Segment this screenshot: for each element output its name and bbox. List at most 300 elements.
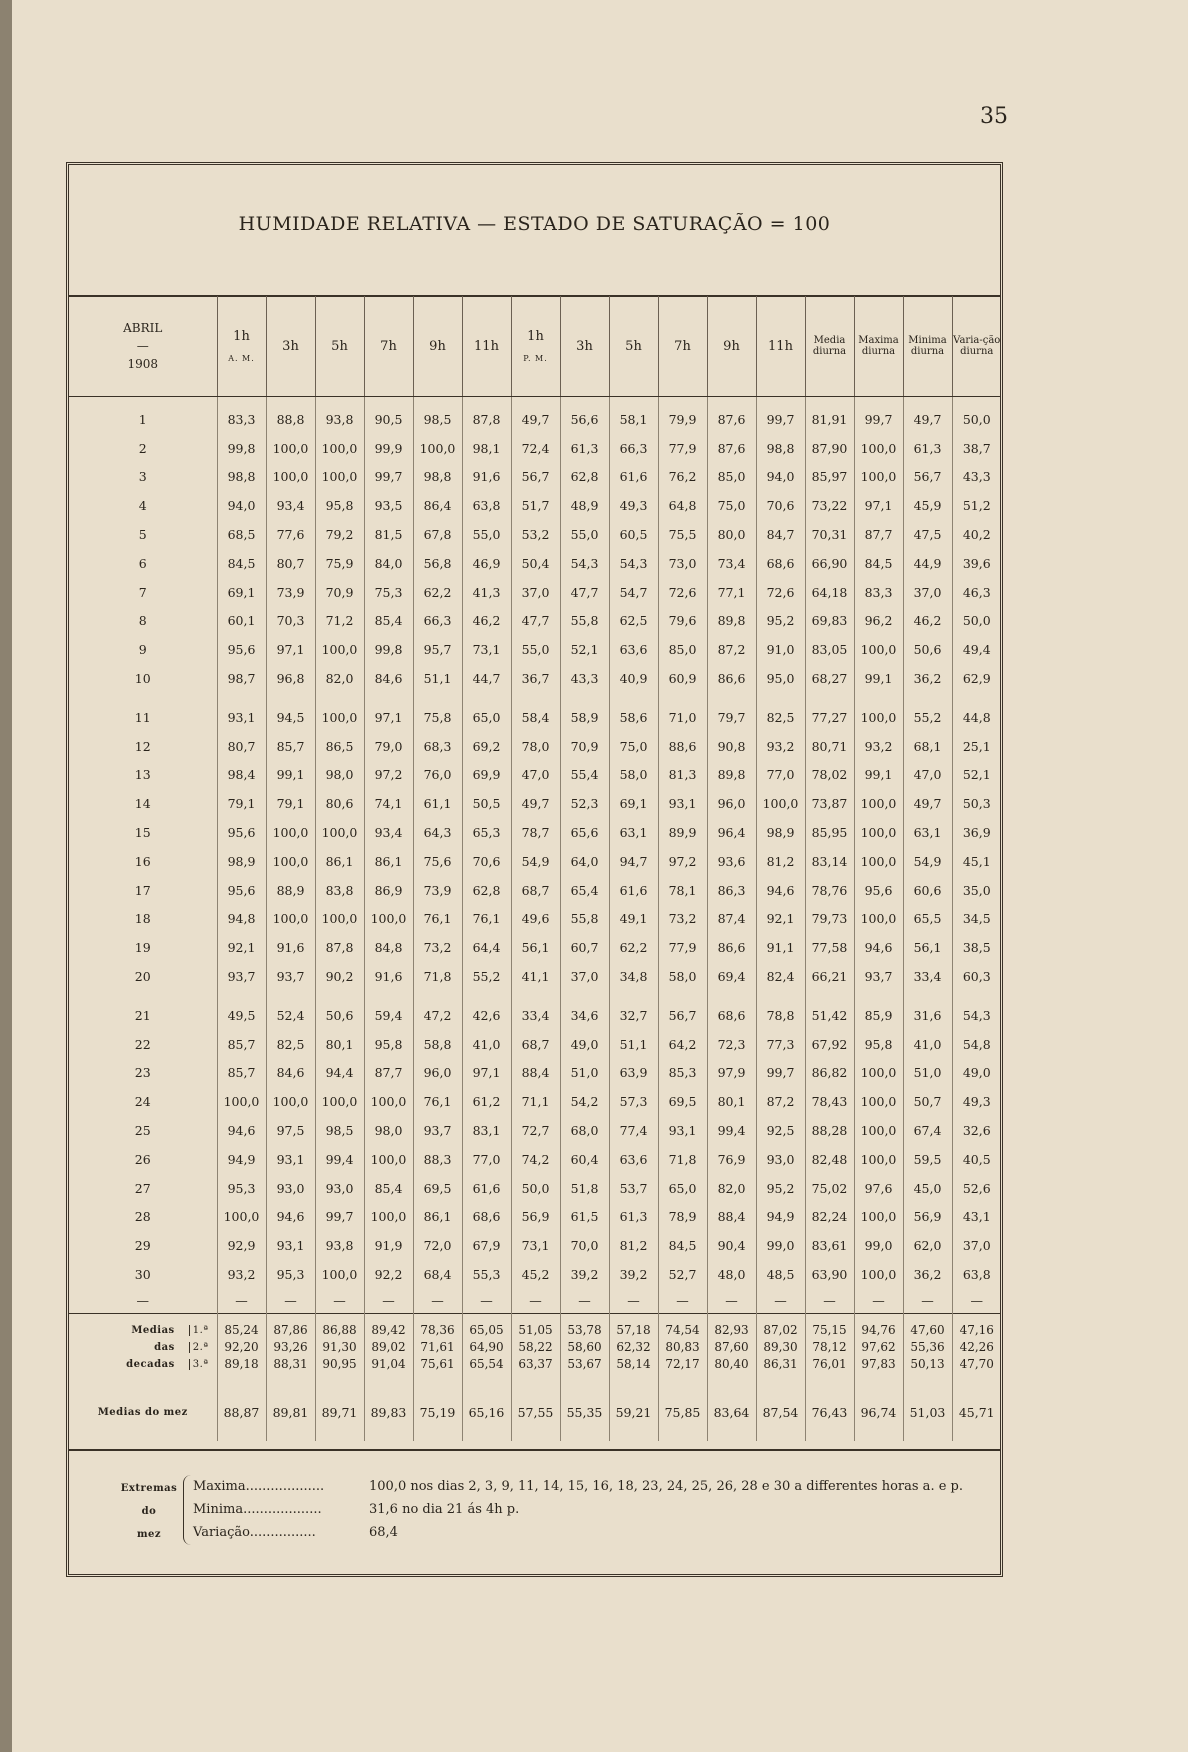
table-cell: 61,3 <box>903 434 952 463</box>
table-cell: 100,0 <box>854 789 903 818</box>
table-cell: 88,28 <box>805 1116 854 1145</box>
table-cell: 85,0 <box>658 635 707 664</box>
extreme-variacao: Variação................ 68,4 <box>193 1525 398 1540</box>
table-cell: 100,0 <box>266 463 315 492</box>
table-cell: 100,0 <box>413 434 462 463</box>
table-row <box>69 962 1001 991</box>
decade-cell: 65,54 <box>462 1356 511 1373</box>
decade-cell: 75,15 <box>805 1313 854 1339</box>
dash-cell: — <box>217 1289 266 1314</box>
table-cell: 88,3 <box>413 1145 462 1174</box>
table-cell: 68,0 <box>560 1116 609 1145</box>
table-cell: 83,61 <box>805 1231 854 1260</box>
table-cell: 100,0 <box>854 1059 903 1088</box>
table-cell: 100,0 <box>315 693 364 732</box>
table-cell: 56,7 <box>658 991 707 1030</box>
table-cell: 98,4 <box>217 761 266 790</box>
table-cell: 71,1 <box>511 1087 560 1116</box>
decade-label-text: decadas <box>126 1358 175 1370</box>
table-cell: 47,0 <box>511 761 560 790</box>
table-cell: 86,1 <box>413 1203 462 1232</box>
decade-cell: 92,20 <box>217 1339 266 1356</box>
table-cell: 99,0 <box>854 1231 903 1260</box>
table-cell: 76,9 <box>707 1145 756 1174</box>
table-cell: 98,0 <box>315 761 364 790</box>
table-cell: 81,5 <box>364 520 413 549</box>
decade-cell: 58,22 <box>511 1339 560 1356</box>
table-cell: 39,2 <box>609 1260 658 1289</box>
month-means-cell: 75,19 <box>413 1373 462 1441</box>
table-cell: 76,2 <box>658 463 707 492</box>
table-cell: 64,0 <box>560 847 609 876</box>
table-cell: 98,5 <box>315 1116 364 1145</box>
table-cell: 49,0 <box>560 1030 609 1059</box>
table-row <box>69 397 1001 434</box>
table-cell: 87,8 <box>462 397 511 434</box>
table-cell: 37,0 <box>952 1231 1001 1260</box>
table-cell: 65,0 <box>462 693 511 732</box>
table-cell: 61,6 <box>609 463 658 492</box>
table-cell: 92,9 <box>217 1231 266 1260</box>
table-cell: 43,3 <box>560 664 609 693</box>
table-cell: 49,6 <box>511 905 560 934</box>
table-cell: 61,6 <box>462 1174 511 1203</box>
table-cell: 80,7 <box>266 549 315 578</box>
table-cell: 49,7 <box>511 789 560 818</box>
table-cell: 53,7 <box>609 1174 658 1203</box>
decade-row <box>69 1339 1001 1356</box>
table-cell: 36,9 <box>952 818 1001 847</box>
table-cell: 62,5 <box>609 607 658 636</box>
table-cell: 87,2 <box>756 1087 805 1116</box>
table-cell: 65,4 <box>560 876 609 905</box>
month-means-cell: 76,43 <box>805 1373 854 1441</box>
table-cell: 76,1 <box>462 905 511 934</box>
table-cell: 84,0 <box>364 549 413 578</box>
table-cell: 64,4 <box>462 933 511 962</box>
table-cell: 100,0 <box>315 463 364 492</box>
table-cell: 60,9 <box>658 664 707 693</box>
table-cell: 52,7 <box>658 1260 707 1289</box>
table-cell: 58,4 <box>511 693 560 732</box>
table-cell: 100,0 <box>854 434 903 463</box>
table-cell: 93,1 <box>658 789 707 818</box>
table-cell: 70,9 <box>315 578 364 607</box>
table-cell: 38,7 <box>952 434 1001 463</box>
table-cell: 96,0 <box>413 1059 462 1088</box>
table-cell: 71,2 <box>315 607 364 636</box>
table-cell: 97,6 <box>854 1174 903 1203</box>
table-cell: 40,5 <box>952 1145 1001 1174</box>
table-cell: 70,0 <box>560 1231 609 1260</box>
month-means-cell: 57,55 <box>511 1373 560 1441</box>
table-cell: 86,82 <box>805 1059 854 1088</box>
table-cell: 75,02 <box>805 1174 854 1203</box>
table-cell: 49,4 <box>952 635 1001 664</box>
decade-cell: 87,60 <box>707 1339 756 1356</box>
table-cell: 55,4 <box>560 761 609 790</box>
table-cell: 95,3 <box>217 1174 266 1203</box>
table-cell: 97,1 <box>462 1059 511 1088</box>
table-cell: 56,7 <box>903 463 952 492</box>
table-cell: 86,1 <box>364 847 413 876</box>
table-cell: 77,3 <box>756 1030 805 1059</box>
table-cell: 52,1 <box>952 761 1001 790</box>
table-cell: 61,6 <box>609 876 658 905</box>
table-cell: 34,5 <box>952 905 1001 934</box>
table-cell: 100,0 <box>854 1116 903 1145</box>
table-cell: 100,0 <box>217 1087 266 1116</box>
table-cell: 69,9 <box>462 761 511 790</box>
dash-cell: — <box>756 1289 805 1314</box>
table-cell: 54,7 <box>609 578 658 607</box>
table-cell: 78,76 <box>805 876 854 905</box>
table-cell: 77,27 <box>805 693 854 732</box>
table-cell: 47,7 <box>511 607 560 636</box>
table-cell: 97,1 <box>854 491 903 520</box>
table-cell: 68,4 <box>413 1260 462 1289</box>
day-number: 12 <box>134 738 151 754</box>
table-cell: 98,5 <box>413 397 462 434</box>
table-cell: 100,0 <box>854 818 903 847</box>
extreme-maxima: Maxima................... 100,0 nos dias 2, 3, 9, 11, 14, 15, 16, 18, 23, 24, 25, 26, 28 e 30 a differentes horas a. e p. <box>193 1479 963 1494</box>
table-cell: 46,3 <box>952 578 1001 607</box>
table-cell: 93,0 <box>315 1174 364 1203</box>
table-row <box>69 1116 1001 1145</box>
table-cell: 75,6 <box>413 847 462 876</box>
day-number: 27 <box>134 1180 151 1196</box>
table-cell: 87,7 <box>364 1059 413 1088</box>
table-cell: 100,0 <box>854 463 903 492</box>
dash-cell: — <box>266 1289 315 1314</box>
header-variacao: Varia-ção diurna <box>952 296 1001 397</box>
table-cell: 44,8 <box>952 693 1001 732</box>
table-cell: 93,2 <box>217 1260 266 1289</box>
table-cell: 91,6 <box>266 933 315 962</box>
table-cell: 100,0 <box>364 1203 413 1232</box>
day-number: 22 <box>134 1036 151 1052</box>
table-cell: 62,8 <box>462 876 511 905</box>
table-cell: 93,1 <box>658 1116 707 1145</box>
table-cell: 71,8 <box>658 1145 707 1174</box>
decade-cell: 86,88 <box>315 1313 364 1339</box>
table-cell: 43,1 <box>952 1203 1001 1232</box>
decade-cell: 47,70 <box>952 1356 1001 1373</box>
decade-cell: 91,04 <box>364 1356 413 1373</box>
table-cell: 76,0 <box>413 761 462 790</box>
table-cell: 79,1 <box>266 789 315 818</box>
header-hour: 7h <box>364 296 413 397</box>
table-cell: 75,0 <box>707 491 756 520</box>
decade-cell: 80,83 <box>658 1339 707 1356</box>
table-cell: 73,9 <box>413 876 462 905</box>
decade-row <box>69 1313 1001 1339</box>
table-cell: 70,3 <box>266 607 315 636</box>
table-cell: 55,0 <box>560 520 609 549</box>
table-cell: 37,0 <box>903 578 952 607</box>
table-cell: 90,5 <box>364 397 413 434</box>
table-cell: 72,6 <box>756 578 805 607</box>
page-number: 35 <box>980 104 1008 129</box>
table-row <box>69 1260 1001 1289</box>
table-cell: 72,3 <box>707 1030 756 1059</box>
table-row <box>69 520 1001 549</box>
table-cell: 40,9 <box>609 664 658 693</box>
table-row <box>69 693 1001 732</box>
table-cell: 93,7 <box>854 962 903 991</box>
decade-cell: 89,02 <box>364 1339 413 1356</box>
table-row <box>69 789 1001 818</box>
dash-row <box>69 1289 1001 1314</box>
month-means-cell: 51,03 <box>903 1373 952 1441</box>
table-cell: 84,7 <box>756 520 805 549</box>
table-cell: 38,5 <box>952 933 1001 962</box>
table-cell: 51,8 <box>560 1174 609 1203</box>
table-cell: 100,0 <box>266 1087 315 1116</box>
table-row <box>69 818 1001 847</box>
table-cell: 25,1 <box>952 732 1001 761</box>
table-cell: 99,8 <box>364 635 413 664</box>
table-cell: 93,5 <box>364 491 413 520</box>
table-cell: 61,3 <box>609 1203 658 1232</box>
header-hour: 7h <box>658 296 707 397</box>
table-cell: 75,3 <box>364 578 413 607</box>
table-cell: 66,3 <box>609 434 658 463</box>
table-cell: 33,4 <box>511 991 560 1030</box>
page-edge <box>0 0 12 1752</box>
table-cell: 87,2 <box>707 635 756 664</box>
day-number: 18 <box>134 911 151 927</box>
month-means-cell: 89,81 <box>266 1373 315 1441</box>
table-row <box>69 1203 1001 1232</box>
table-cell: 50,6 <box>315 991 364 1030</box>
table-cell: 79,7 <box>707 693 756 732</box>
table-cell: 95,6 <box>217 635 266 664</box>
decade-cell: 89,18 <box>217 1356 266 1373</box>
table-cell: 100,0 <box>364 1087 413 1116</box>
table-cell: 70,6 <box>756 491 805 520</box>
table-cell: 55,8 <box>560 607 609 636</box>
table-cell: 80,0 <box>707 520 756 549</box>
decade-label-text: Medias <box>131 1324 175 1336</box>
table-cell: 99,7 <box>364 463 413 492</box>
table-cell: 77,0 <box>462 1145 511 1174</box>
dash-cell: — <box>805 1289 854 1314</box>
table-cell: 84,5 <box>658 1231 707 1260</box>
table-cell: 35,0 <box>952 876 1001 905</box>
decade-cell: 91,30 <box>315 1339 364 1356</box>
table-cell: 50,6 <box>903 635 952 664</box>
dash-cell: — <box>136 1293 149 1309</box>
decade-ordinal: 3.ª <box>189 1359 209 1370</box>
table-cell: 84,5 <box>854 549 903 578</box>
table-cell: 49,3 <box>609 491 658 520</box>
table-cell: 54,3 <box>609 549 658 578</box>
table-cell: 88,4 <box>511 1059 560 1088</box>
table-cell: 67,92 <box>805 1030 854 1059</box>
day-number: 10 <box>134 671 151 687</box>
table-cell: 94,7 <box>609 847 658 876</box>
table-cell: 62,8 <box>560 463 609 492</box>
table-cell: 69,83 <box>805 607 854 636</box>
decade-label-text: das <box>154 1341 175 1353</box>
table-cell: 58,9 <box>560 693 609 732</box>
decade-cell: 94,76 <box>854 1313 903 1339</box>
month-means-cell: 59,21 <box>609 1373 658 1441</box>
table-cell: 75,9 <box>315 549 364 578</box>
table-cell: 61,3 <box>560 434 609 463</box>
month-means-cell: 88,87 <box>217 1373 266 1441</box>
table-cell: 65,6 <box>560 818 609 847</box>
table-cell: 47,2 <box>413 991 462 1030</box>
month-means-cell: 55,35 <box>560 1373 609 1441</box>
table-cell: 67,9 <box>462 1231 511 1260</box>
day-number: 9 <box>138 642 147 658</box>
table-cell: 94,6 <box>266 1203 315 1232</box>
table-row <box>69 761 1001 790</box>
table-cell: 49,1 <box>609 905 658 934</box>
decade-cell: 90,95 <box>315 1356 364 1373</box>
decade-cell: 71,61 <box>413 1339 462 1356</box>
decade-cell: 57,18 <box>609 1313 658 1339</box>
table-cell: 99,1 <box>854 761 903 790</box>
table-cell: 63,6 <box>609 635 658 664</box>
decade-cell: 89,42 <box>364 1313 413 1339</box>
table-frame <box>66 162 1003 1577</box>
table-cell: 86,6 <box>707 664 756 693</box>
table-cell: 94,9 <box>217 1145 266 1174</box>
table-cell: 75,8 <box>413 693 462 732</box>
table-cell: 59,5 <box>903 1145 952 1174</box>
table-cell: 91,1 <box>756 933 805 962</box>
header-hour: 9h <box>707 296 756 397</box>
decade-cell: 93,26 <box>266 1339 315 1356</box>
table-cell: 70,6 <box>462 847 511 876</box>
table-cell: 87,6 <box>707 397 756 434</box>
header-row <box>69 296 1001 397</box>
dash-cell: — <box>413 1289 462 1314</box>
table-row <box>69 491 1001 520</box>
humidity-table <box>69 296 1001 1441</box>
table-cell: 95,6 <box>217 818 266 847</box>
table-cell: 55,2 <box>903 693 952 732</box>
table-cell: 71,8 <box>413 962 462 991</box>
table-cell: 47,7 <box>560 578 609 607</box>
table-cell: 88,9 <box>266 876 315 905</box>
dash-cell: — <box>462 1289 511 1314</box>
table-cell: 56,1 <box>903 933 952 962</box>
day-number: 21 <box>134 1007 151 1023</box>
decade-cell: 53,67 <box>560 1356 609 1373</box>
table-cell: 91,6 <box>364 962 413 991</box>
table-cell: 85,4 <box>364 1174 413 1203</box>
table-cell: 100,0 <box>266 434 315 463</box>
table-cell: 39,2 <box>560 1260 609 1289</box>
day-number: 26 <box>134 1151 151 1167</box>
table-cell: 49,5 <box>217 991 266 1030</box>
day-number: 29 <box>134 1238 151 1254</box>
table-cell: 94,8 <box>217 905 266 934</box>
table-cell: 100,0 <box>315 1087 364 1116</box>
table-cell: 93,2 <box>756 732 805 761</box>
decade-cell: 75,61 <box>413 1356 462 1373</box>
table-cell: 77,6 <box>266 520 315 549</box>
month-means-cell: 89,71 <box>315 1373 364 1441</box>
table-cell: 58,8 <box>413 1030 462 1059</box>
table-cell: 62,9 <box>952 664 1001 693</box>
table-cell: 78,7 <box>511 818 560 847</box>
table-cell: 92,1 <box>217 933 266 962</box>
table-cell: 84,6 <box>364 664 413 693</box>
decade-row <box>69 1356 1001 1373</box>
table-row <box>69 991 1001 1030</box>
table-cell: 77,1 <box>707 578 756 607</box>
table-cell: 36,2 <box>903 1260 952 1289</box>
table-cell: 64,8 <box>658 491 707 520</box>
table-cell: 99,7 <box>756 1059 805 1088</box>
table-cell: 63,1 <box>609 818 658 847</box>
table-cell: 93,6 <box>707 847 756 876</box>
table-cell: 80,1 <box>315 1030 364 1059</box>
decade-cell: 87,86 <box>266 1313 315 1339</box>
table-cell: 85,7 <box>266 732 315 761</box>
table-cell: 98,9 <box>756 818 805 847</box>
decade-cell: 87,02 <box>756 1313 805 1339</box>
table-cell: 32,6 <box>952 1116 1001 1145</box>
table-cell: 41,1 <box>511 962 560 991</box>
table-cell: 78,8 <box>756 991 805 1030</box>
header-hour: 5h <box>315 296 364 397</box>
table-cell: 83,8 <box>315 876 364 905</box>
day-number: 5 <box>138 527 147 543</box>
table-cell: 94,0 <box>217 491 266 520</box>
table-cell: 95,8 <box>364 1030 413 1059</box>
table-cell: 96,0 <box>707 789 756 818</box>
table-cell: 60,4 <box>560 1145 609 1174</box>
table-cell: 50,3 <box>952 789 1001 818</box>
dash-cell: — <box>707 1289 756 1314</box>
table-cell: 87,8 <box>315 933 364 962</box>
decade-cell: 78,36 <box>413 1313 462 1339</box>
table-cell: 53,2 <box>511 520 560 549</box>
table-cell: 100,0 <box>854 847 903 876</box>
header-hour: 3h <box>266 296 315 397</box>
table-row <box>69 664 1001 693</box>
month-extremes <box>69 1449 1000 1571</box>
table-cell: 77,58 <box>805 933 854 962</box>
table-cell: 64,3 <box>413 818 462 847</box>
month-means-cell: 45,71 <box>952 1373 1001 1441</box>
table-cell: 82,4 <box>756 962 805 991</box>
table-cell: 99,1 <box>854 664 903 693</box>
table-row <box>69 1087 1001 1116</box>
day-number: 11 <box>134 709 151 725</box>
table-cell: 37,0 <box>511 578 560 607</box>
day-number: 23 <box>134 1065 151 1081</box>
table-cell: 98,0 <box>364 1116 413 1145</box>
table-cell: 86,5 <box>315 732 364 761</box>
decade-cell: 72,17 <box>658 1356 707 1373</box>
table-cell: 95,6 <box>217 876 266 905</box>
table-cell: 77,4 <box>609 1116 658 1145</box>
table-cell: 79,2 <box>315 520 364 549</box>
table-cell: 31,6 <box>903 991 952 1030</box>
table-cell: 56,7 <box>511 463 560 492</box>
table-cell: 83,05 <box>805 635 854 664</box>
header-media: Media diurna <box>805 296 854 397</box>
table-cell: 74,2 <box>511 1145 560 1174</box>
table-cell: 93,1 <box>266 1231 315 1260</box>
